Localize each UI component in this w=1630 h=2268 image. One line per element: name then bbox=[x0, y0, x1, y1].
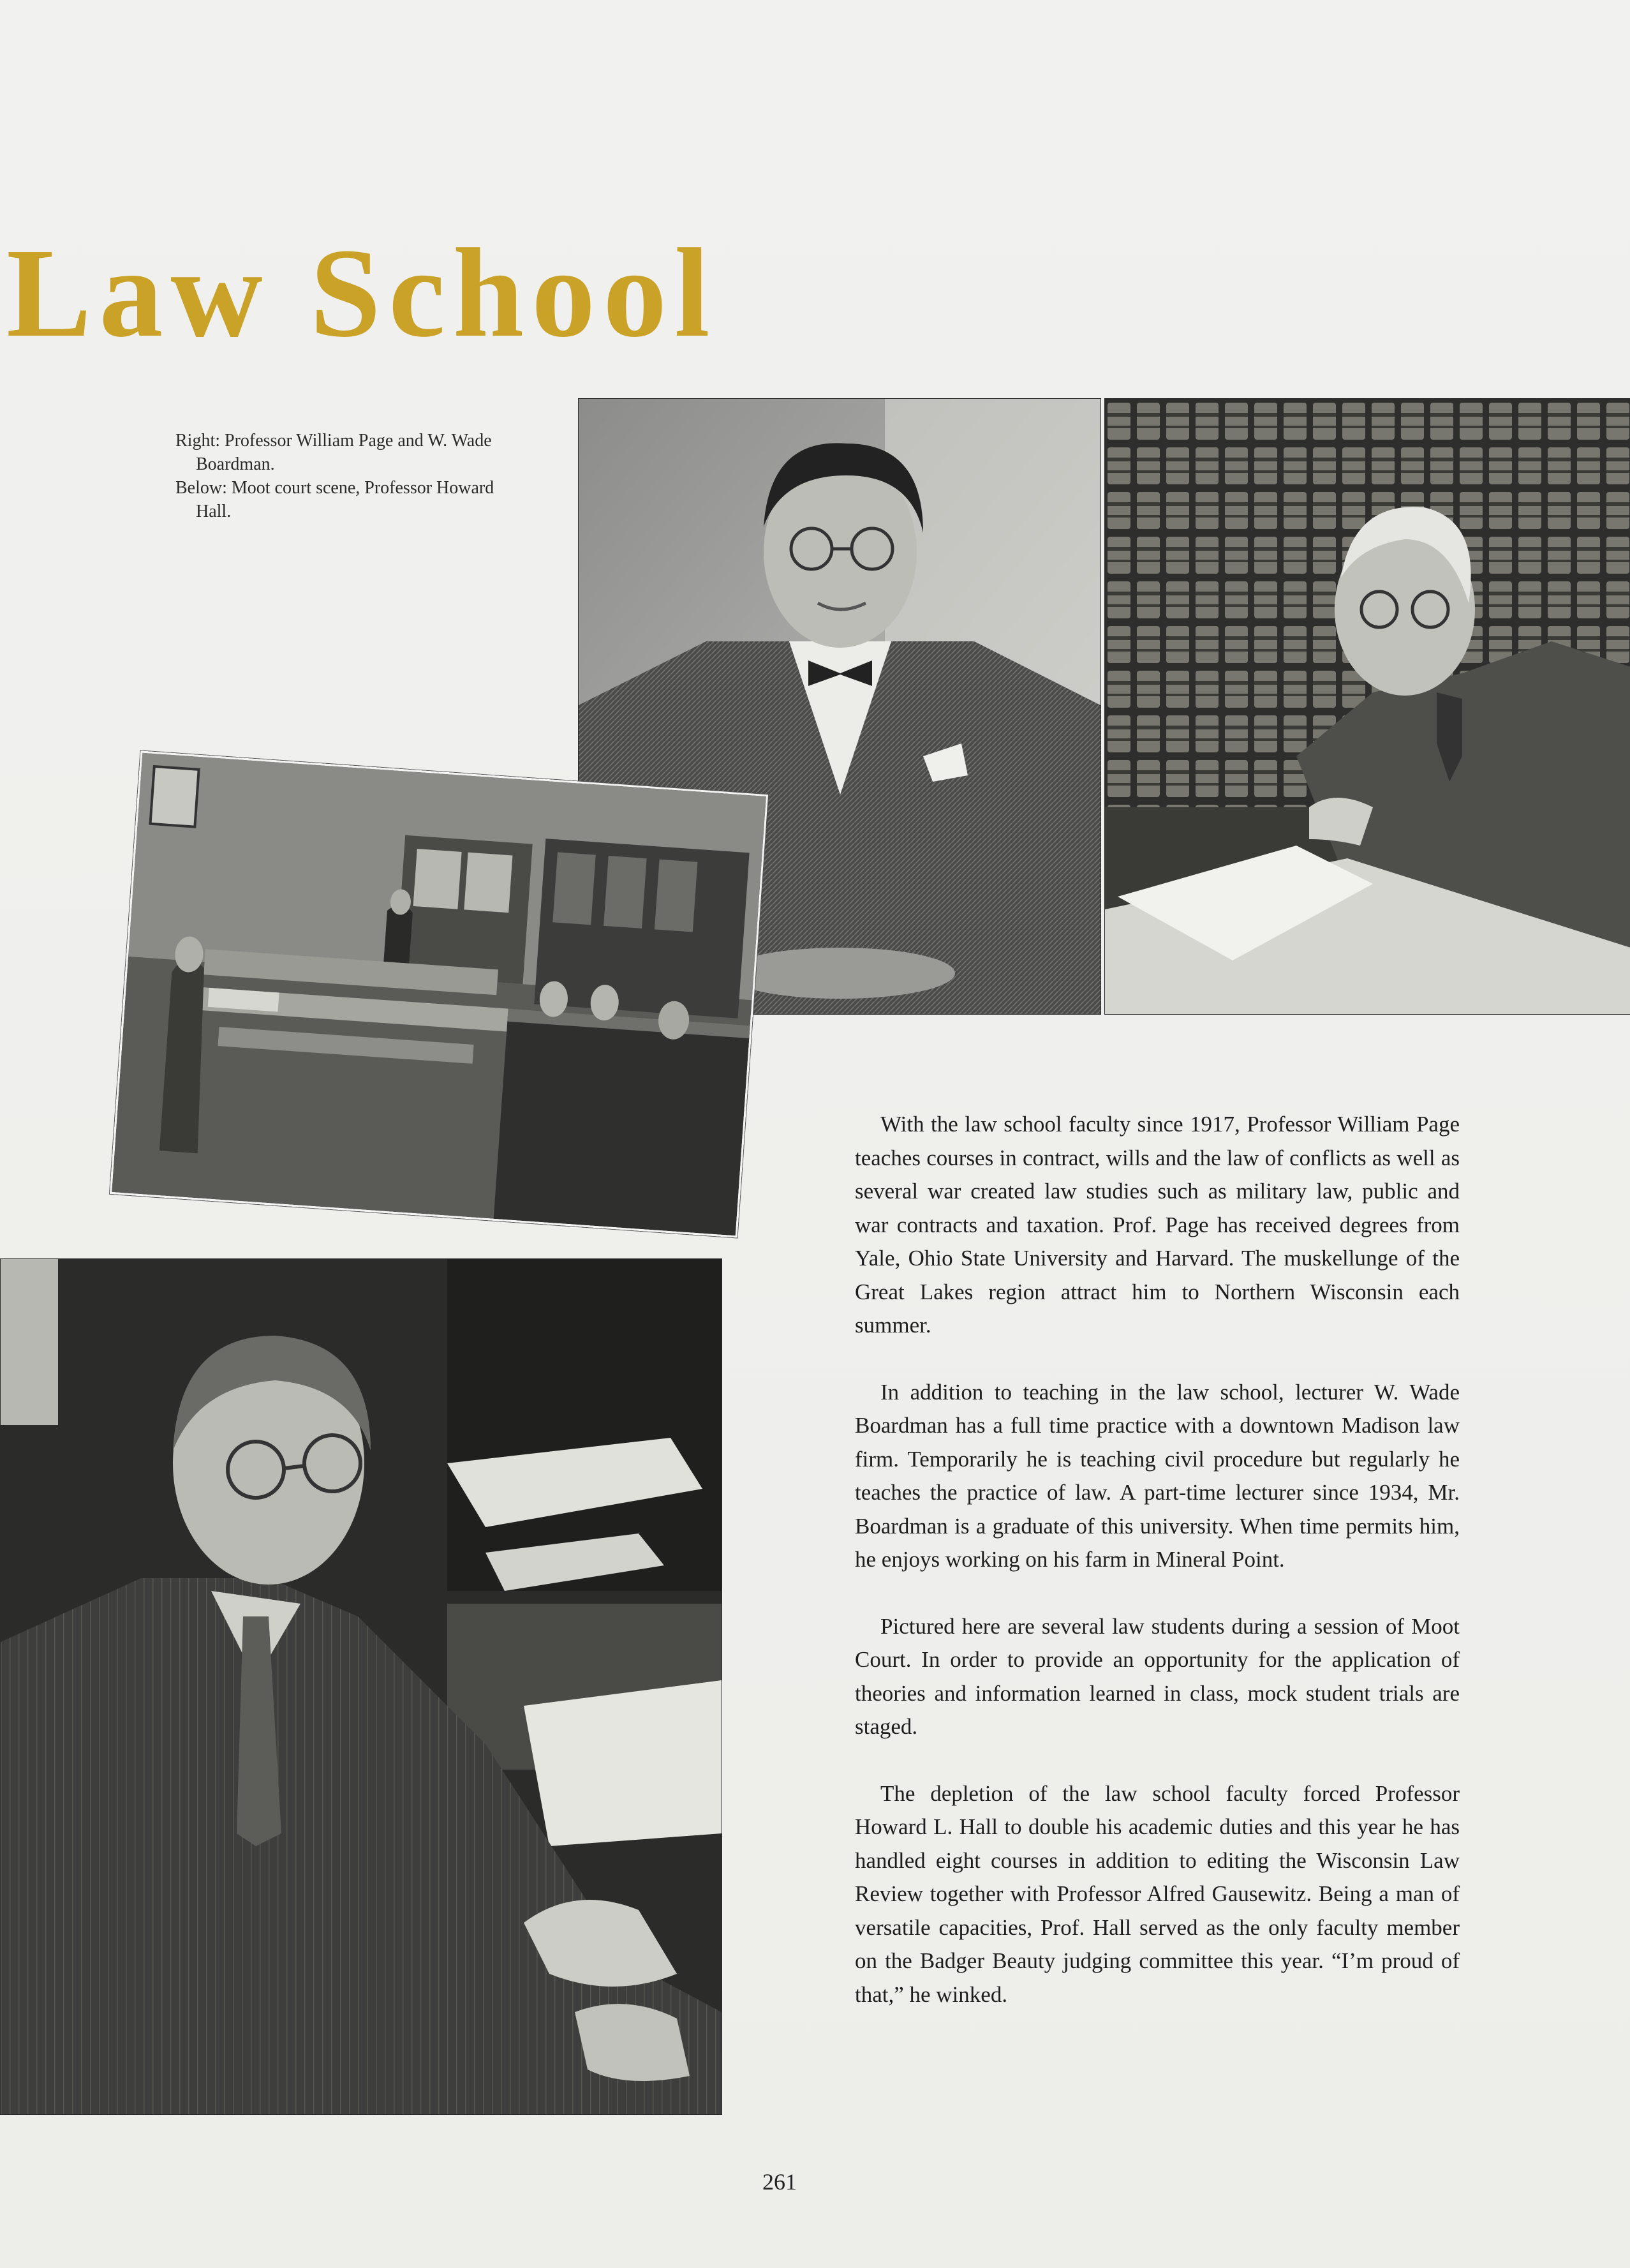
paragraph-hall: The depletion of the law school faculty forced Professor Howard L. Hall to double his academic duties and this year he has handled eight courses in addition to editing the Wisconsin Law Review together with Professor Alfred Gausewitz. Being a man of versatile capacities, Prof. Hall served as the only faculty member on the Badger Beauty judging committee this year. “I’m proud of that,” he winked. bbox=[855, 1780, 1460, 2007]
photo-professor-boardman bbox=[1104, 398, 1630, 1015]
page-title: Law School bbox=[6, 223, 718, 364]
article-body bbox=[855, 1108, 1460, 2045]
portrait-icon bbox=[1105, 399, 1630, 1014]
photo-professor-hall bbox=[0, 1258, 722, 2115]
paragraph-boardman: In addition to teaching in the law school, lecturer W. Wade Boardman has a full time practice with a downtown Madison law firm. Temporarily he is teaching civil procedure but regularly he teaches the practice of law. A part-time lecturer since 1934, Mr. Boardman is a graduate of this university. When time permits him, he enjoys working on his farm in Mineral Point. bbox=[855, 1379, 1460, 1572]
caption-right: Right: Professor William Page and W. Wade Boardman. bbox=[175, 431, 492, 474]
paragraph-moot-court: Pictured here are several law students during a session of Moot Court. In order to provide an opportunity for the application of theories and information learned in class, mock student trials are staged. bbox=[855, 1613, 1460, 1739]
paragraph-page: With the law school faculty since 1917, Professor William Page teaches courses in contract, wills and the law of conflicts as well as several war created law studies such as military law, public and war contracts and taxation. Prof. Page has received degrees from Yale, Ohio State University and Harvard. The muskellunge of the Great Lakes region attract him to Northern Wisconsin each summer. bbox=[855, 1112, 1460, 1338]
page-number: 261 bbox=[762, 2169, 797, 2195]
caption-below: Below: Moot court scene, Professor Howard Hall. bbox=[175, 478, 494, 521]
photo-moot-court bbox=[110, 750, 768, 1237]
courtroom-icon bbox=[112, 753, 766, 1236]
portrait-icon bbox=[1, 1259, 722, 2114]
photo-caption bbox=[175, 429, 507, 523]
